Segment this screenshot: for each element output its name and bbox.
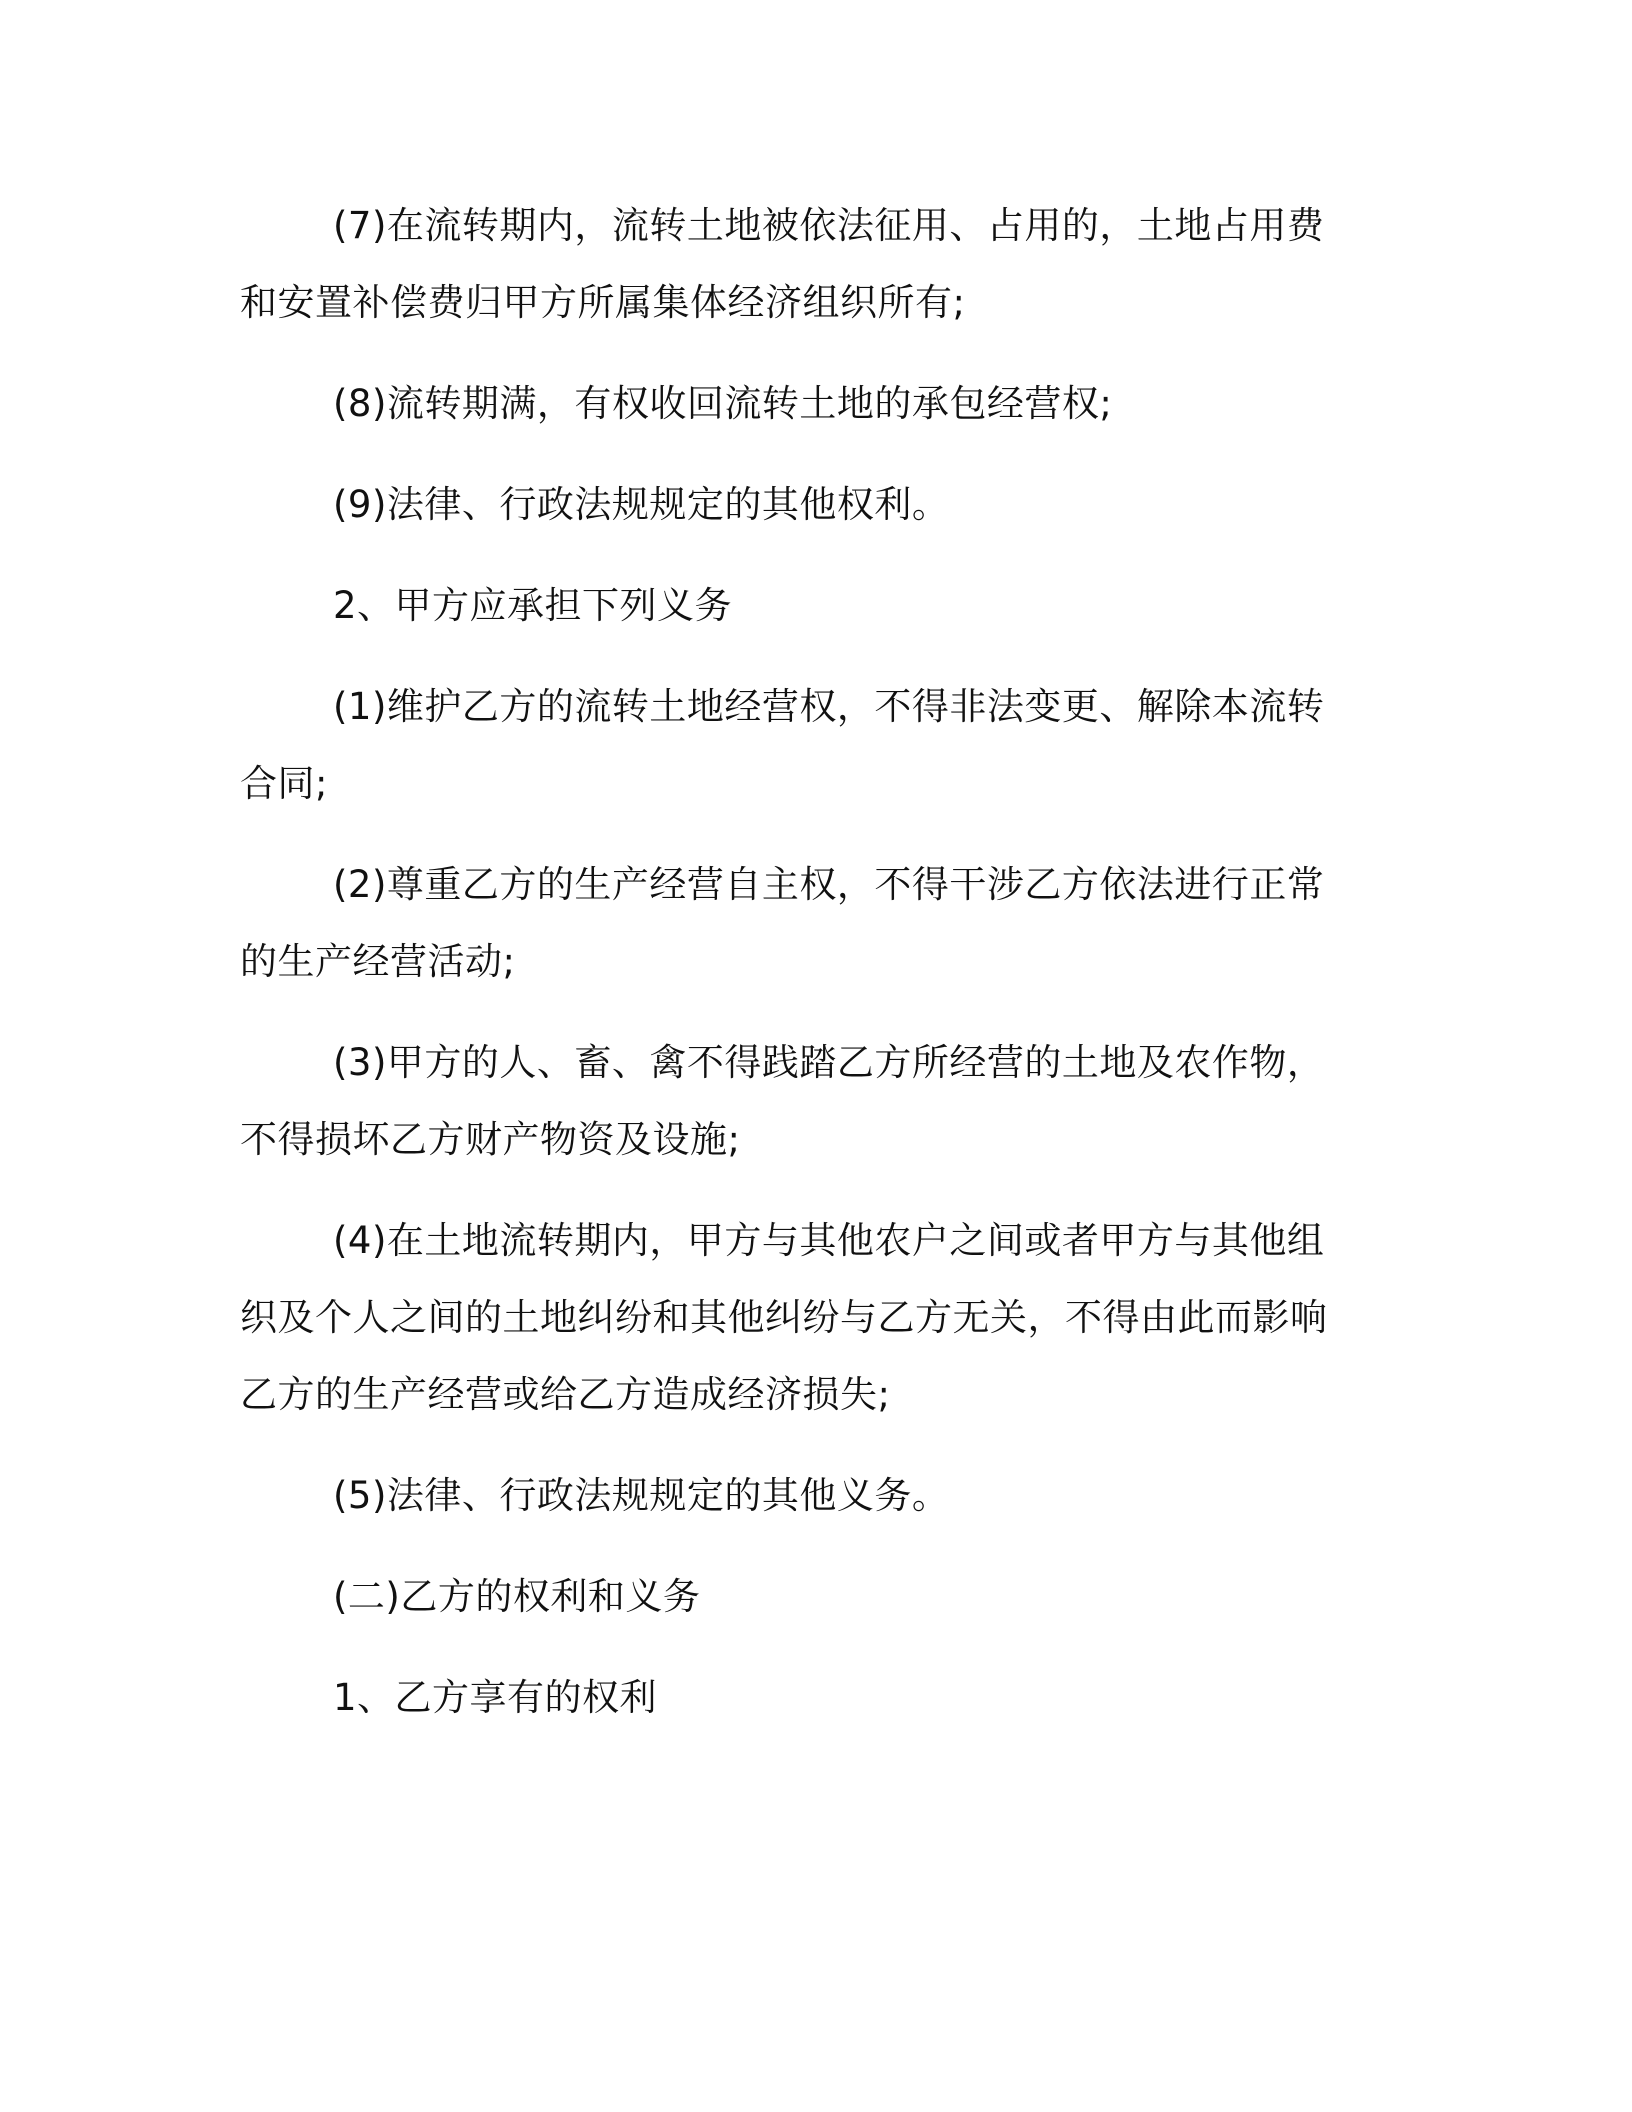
section-heading-party-b-rights-obligations: (二)乙方的权利和义务 [333, 1575, 701, 1618]
paragraph-obligation-2: (2)尊重乙方的生产经营自主权，不得干涉乙方依法进行正常的生产经营活动; [240, 863, 1325, 983]
paragraph-obligation-5: (5)法律、行政法规规定的其他义务。 [333, 1474, 950, 1517]
paragraph-obligation-4: (4)在土地流转期内，甲方与其他农户之间或者甲方与其他组织及个人之间的土地纠纷和其他纠纷与乙方无关，不得由此而影响乙方的生产经营或给乙方造成经济损失; [240, 1219, 1328, 1416]
paragraph-item-7: (7)在流转期内，流转土地被依法征用、占用的，土地占用费和安置补偿费归甲方所属集体经济组织所有; [240, 204, 1325, 324]
document-body [240, 187, 1360, 1760]
paragraph-item-8: (8)流转期满，有权收回流转土地的承包经营权; [333, 382, 1113, 425]
section-heading-party-a-obligations: 2、甲方应承担下列义务 [333, 584, 733, 627]
paragraph-obligation-3: (3)甲方的人、畜、禽不得践踏乙方所经营的土地及农作物，不得损坏乙方财产物资及设施; [240, 1041, 1325, 1161]
section-heading-party-b-rights: 1、乙方享有的权利 [333, 1676, 658, 1719]
paragraph-item-9: (9)法律、行政法规规定的其他权利。 [333, 483, 950, 526]
paragraph-obligation-1: (1)维护乙方的流转土地经营权，不得非法变更、解除本流转合同; [240, 685, 1325, 805]
